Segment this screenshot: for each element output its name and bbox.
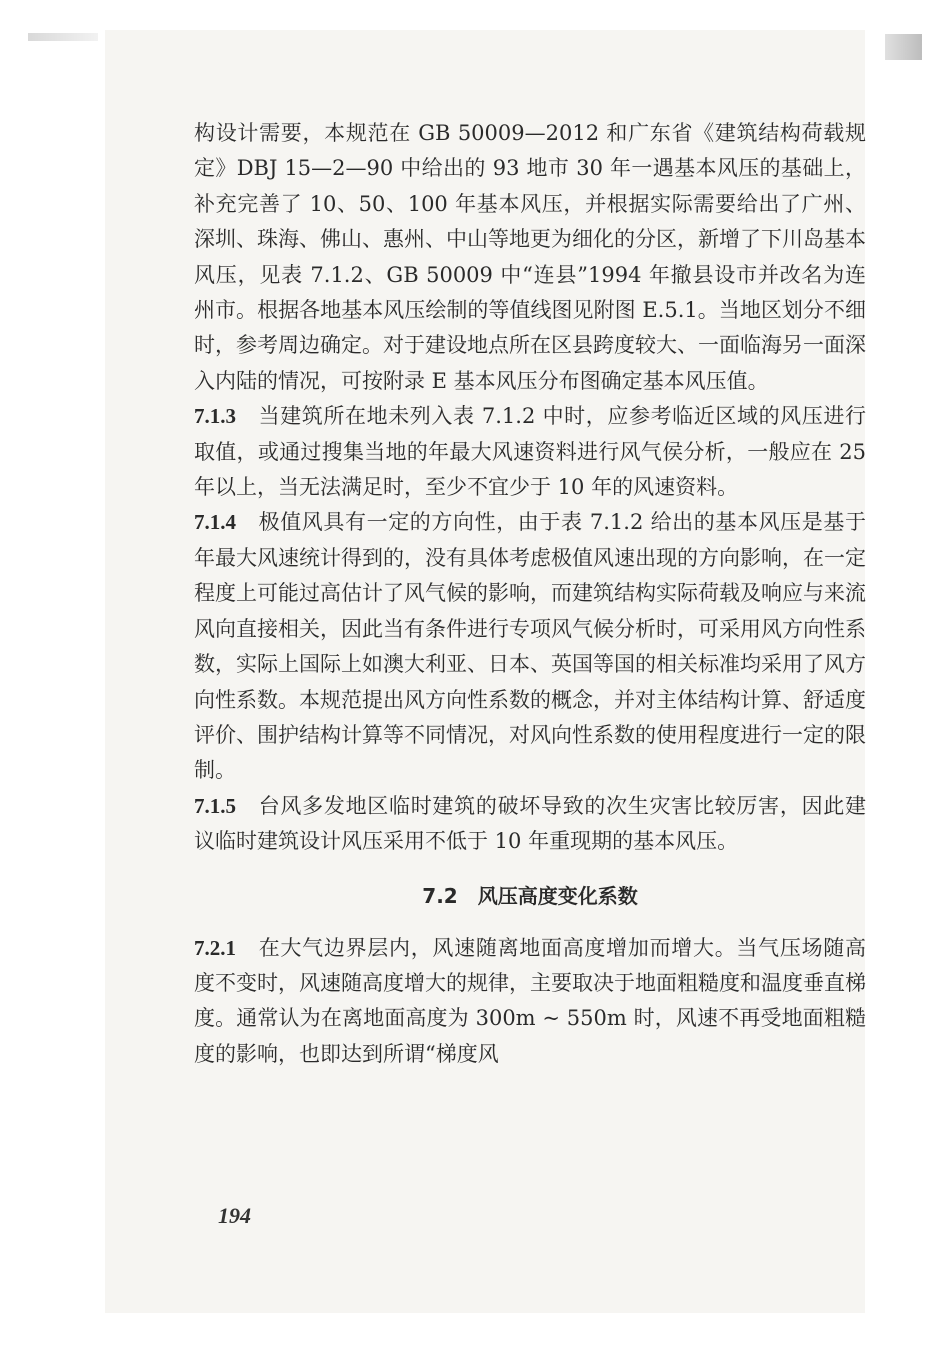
page-number: 194 xyxy=(218,1203,251,1228)
section-text: 在大气边界层内，风速随离地面高度增加而增大。当气压场随高度不变时，风速随高度增大的规律，主要取决于地面粗糙度和温度垂直梯度。通常认为在离地面高度为 300m ~ 550m 时，风速不再受地面粗糙度的影响，也即达到所谓“梯度风 xyxy=(194,935,866,1066)
heading-number: 7.2 xyxy=(422,883,458,908)
scan-edge-left xyxy=(28,33,98,41)
section-text: 台风多发地区临时建筑的破坏导致的次生灾害比较厉害，因此建议临时建筑设计风压采用不低于 10 年重现期的基本风压。 xyxy=(194,793,866,854)
scan-edge-right xyxy=(885,34,922,60)
section-7-1-5 xyxy=(194,789,866,860)
section-number: 7.1.3 xyxy=(194,404,236,429)
section-7-1-3 xyxy=(194,399,866,505)
section-text: 当建筑所在地未列入表 7.1.2 中时，应参考临近区域的风压进行取值，或通过搜集当地的年最大风速资料进行风气侯分析，一般应在 25 年以上，当无法满足时，至少不宜少于 10 年的风速资料。 xyxy=(194,404,866,500)
section-number: 7.2.1 xyxy=(194,935,236,960)
section-7-1-4 xyxy=(194,505,866,788)
heading-title: 风压高度变化系数 xyxy=(477,883,638,908)
section-number: 7.1.5 xyxy=(194,793,236,818)
section-7-2-1 xyxy=(194,931,866,1073)
page-body xyxy=(194,116,866,1072)
section-text: 极值风具有一定的方向性，由于表 7.1.2 给出的基本风压是基于年最大风速统计得到的，没有具体考虑极值风速出现的方向影响，在一定程度上可能过高估计了风气候的影响，而建筑结构实际荷载及响应与来流风向直接相关，因此当有条件进行专项风气候分析时，可采用风方向性系数，实际上国际上如澳大利亚、日本、英国等国的相关标准均采用了风方向性系数。本规范提出风方向性系数的概念，并对主体结构计算、舒适度评价、围护结构计算等不同情况，对风向性系数的使用程度进行一定的限制。 xyxy=(194,510,866,783)
section-heading xyxy=(194,881,866,911)
intro-paragraph: 构设计需要，本规范在 GB 50009—2012 和广东省《建筑结构荷载规定》DBJ 15—2—90 中给出的 93 地市 30 年一遇基本风压的基础上，补充完善了 10、50、100 年基本风压，并根据实际需要给出了广州、深圳、珠海、佛山、惠州、中山等地更为细化的分区，新增了下川岛基本风压，见表 7.1.2、GB 50009 中“连县”1994 年撤县设市并改名为连州市。根据各地基本风压绘制的等值线图见附图 E.5.1。当地区划分不细时，参考周边确定。对于建设地点所在区县跨度较大、一面临海另一面深入内陆的情况，可按附录 E 基本风压分布图确定基本风压值。 xyxy=(194,121,866,393)
section-number: 7.1.4 xyxy=(194,510,236,535)
